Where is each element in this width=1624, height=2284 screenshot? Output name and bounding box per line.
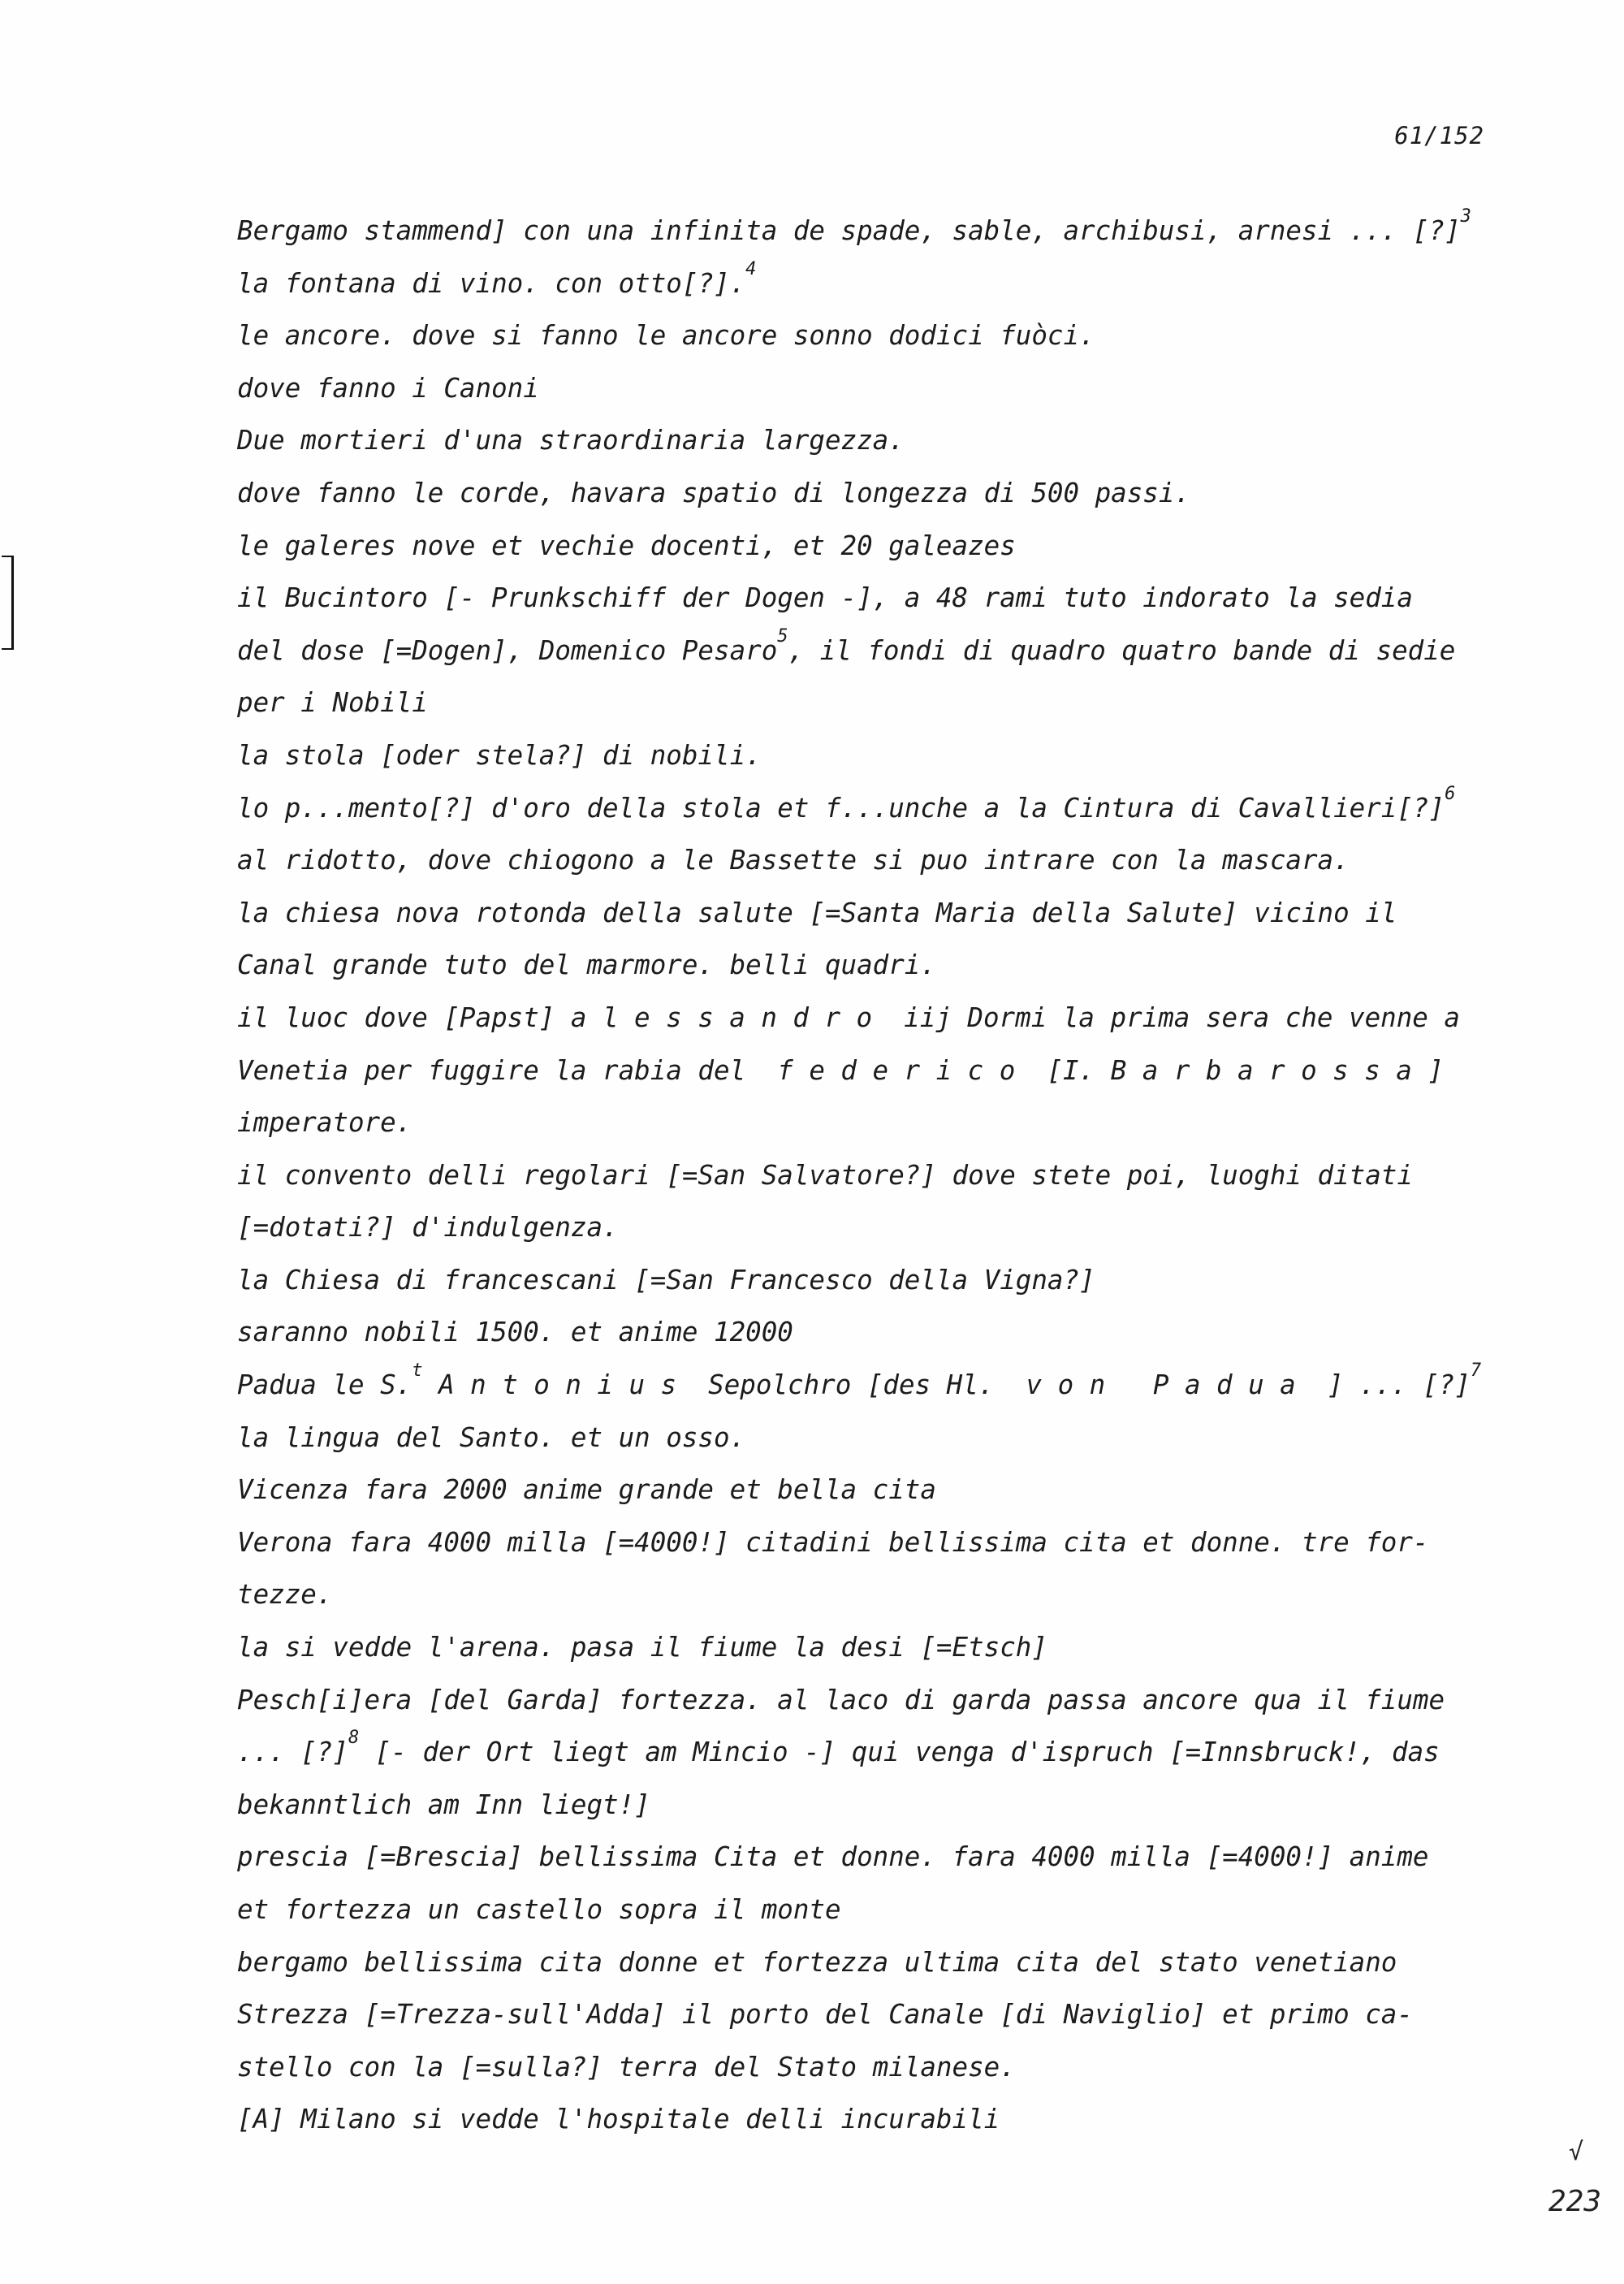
text-line bbox=[237, 1149, 1536, 1202]
line-text: bergamo bellissima cita donne et fortezza ultima cita del stato venetiano bbox=[237, 1946, 1397, 1978]
line-text: saranno nobili 1500. et anime 12000 bbox=[237, 1317, 793, 1348]
line-text: Vicenza fara 2000 anime grande et bella cita bbox=[237, 1474, 936, 1506]
line-text: ] ... [?] bbox=[1327, 1369, 1471, 1401]
page-number: 61/152 bbox=[1394, 122, 1484, 149]
text-line bbox=[237, 1936, 1536, 1989]
line-text: Due mortieri d'una straordinaria largezza. bbox=[237, 425, 905, 456]
footnote-marker: 7 bbox=[1470, 1360, 1482, 1382]
footnote-marker: 5 bbox=[777, 625, 788, 647]
footnote-marker: 3 bbox=[1460, 206, 1471, 227]
text-line bbox=[237, 1045, 1536, 1097]
line-text: Bergamo stammend] con una infinita de spade, sable, archibusi, arnesi ... [?] bbox=[237, 215, 1461, 246]
line-text: Venetia per fuggire la rabia del bbox=[237, 1054, 762, 1086]
spaced-name: Padua bbox=[1152, 1369, 1312, 1401]
line-text: la si vedde l'arena. pasa il fiume la desi [=Etsch] bbox=[237, 1632, 1047, 1663]
spaced-name: federico bbox=[777, 1054, 1031, 1086]
spaced-name: von bbox=[1026, 1369, 1121, 1401]
line-text: stello con la [=sulla?] terra del Stato milanese. bbox=[237, 2051, 1016, 2083]
line-text: [- der Ort liegt am Mincio -] qui venga d'ispruch [=Innsbruck!, das bbox=[359, 1737, 1440, 1768]
text-line bbox=[237, 1674, 1536, 1727]
text-line bbox=[237, 2093, 1536, 2146]
text-line bbox=[237, 729, 1536, 782]
spaced-name: Barbarossa bbox=[1110, 1054, 1428, 1086]
text-line bbox=[237, 939, 1536, 992]
line-text: al ridotto, dove chiogono a le Bassette si puo intrare con la mascara. bbox=[237, 845, 1350, 876]
text-line bbox=[237, 309, 1536, 362]
spacing bbox=[1137, 1369, 1153, 1400]
line-text: lo p...mento[?] d'oro della stola et f...unche a la Cintura di Cavallieri[?] bbox=[237, 792, 1445, 824]
line-text: la lingua del Santo. et un osso. bbox=[237, 1421, 746, 1453]
text-line bbox=[237, 1988, 1536, 2041]
text-line bbox=[237, 2041, 1536, 2094]
line-text: tezze. bbox=[237, 1579, 333, 1611]
line-text: prescia [=Brescia] bellissima Cita et donne. fara 4000 milla [=4000!] anime bbox=[237, 1841, 1429, 1873]
line-text: [I. bbox=[1030, 1054, 1095, 1086]
line-text: bekanntlich am Inn liegt!] bbox=[237, 1789, 650, 1820]
text-line bbox=[237, 1254, 1536, 1307]
text-line bbox=[237, 1412, 1536, 1464]
line-text: per i Nobili bbox=[237, 687, 428, 719]
line-text: Verona fara 4000 milla [=4000!] citadini bellissima cita et donne. tre for- bbox=[237, 1526, 1429, 1558]
text-line bbox=[237, 205, 1536, 257]
text-line bbox=[237, 520, 1536, 573]
text-line bbox=[237, 1726, 1536, 1779]
line-text: Pesch[i]era [del Garda] fortezza. al laco di garda passa ancore qua il fiume bbox=[237, 1684, 1445, 1715]
line-text: Padua le S. bbox=[237, 1369, 412, 1401]
spacing bbox=[1095, 1055, 1111, 1086]
line-text: et fortezza un castello sopra il monte bbox=[237, 1894, 841, 1925]
text-line bbox=[237, 1097, 1536, 1149]
line-text: del dose [=Dogen], Domenico Pesaro bbox=[237, 634, 778, 666]
spacing bbox=[555, 1002, 571, 1033]
footnote-marker: 8 bbox=[348, 1728, 360, 1749]
text-line bbox=[237, 414, 1536, 467]
line-text: la chiesa nova rotonda della salute [=Santa Maria della Salute] vicino il bbox=[237, 897, 1397, 928]
handwritten-folio-number: 223 bbox=[1548, 2185, 1601, 2218]
footnote-marker: 4 bbox=[745, 258, 757, 279]
line-text: Canal grande tuto del marmore. belli quadri. bbox=[237, 950, 936, 981]
text-line bbox=[237, 1306, 1536, 1359]
line-text: [=dotati?] d'indulgenza. bbox=[237, 1212, 619, 1244]
line-text: Strezza [=Trezza-sull'Adda] il porto del Canale [di Naviglio] et primo ca- bbox=[237, 1999, 1413, 2031]
line-text: ... [?] bbox=[237, 1737, 348, 1768]
text-line bbox=[237, 887, 1536, 940]
text-line bbox=[237, 467, 1536, 520]
text-line bbox=[237, 677, 1536, 729]
spacing bbox=[1010, 1369, 1026, 1400]
spacing bbox=[422, 1369, 438, 1400]
text-line bbox=[237, 782, 1536, 835]
line-text: le ancore. dove si fanno le ancore sonno dodici fuòci. bbox=[237, 320, 1095, 352]
text-line bbox=[237, 1568, 1536, 1621]
line-text: iij Dormi la prima sera che venne a bbox=[888, 1001, 1460, 1033]
line-text: , il fondi di quadro quatro bande di sedie bbox=[788, 634, 1456, 666]
line-text: [A] Milano si vedde l'hospitale delli incurabili bbox=[237, 2104, 1000, 2135]
line-text: imperatore. bbox=[237, 1107, 412, 1139]
margin-bracket-mark bbox=[2, 556, 14, 650]
text-line bbox=[237, 1831, 1536, 1884]
text-line bbox=[237, 362, 1536, 415]
line-text: Sepolchro [des Hl. bbox=[692, 1369, 1010, 1401]
text-line bbox=[237, 1201, 1536, 1254]
line-text: la Chiesa di francescani [=San Francesco della Vigna?] bbox=[237, 1264, 1095, 1296]
line-text bbox=[1121, 1369, 1138, 1400]
text-line bbox=[237, 1779, 1536, 1832]
text-line bbox=[237, 1516, 1536, 1569]
line-text: il luoc dove [Papst] bbox=[237, 1001, 555, 1033]
line-text: ] bbox=[1427, 1054, 1444, 1086]
line-text: la fontana di vino. con otto[?]. bbox=[237, 267, 746, 299]
text-line bbox=[237, 834, 1536, 887]
line-text: la stola [oder stela?] di nobili. bbox=[237, 739, 762, 771]
line-text: il convento delli regolari [=San Salvatore?] dove stete poi, luoghi ditati bbox=[237, 1159, 1413, 1191]
line-text bbox=[1311, 1369, 1328, 1400]
line-text: le galeres nove et vechie docenti, et 20 galeazes bbox=[237, 530, 1016, 561]
text-line bbox=[237, 1621, 1536, 1674]
transcription-body bbox=[237, 205, 1536, 2146]
spacing bbox=[762, 1055, 778, 1086]
text-line bbox=[237, 625, 1536, 677]
text-line bbox=[237, 1359, 1536, 1412]
text-line bbox=[237, 1884, 1536, 1936]
spaced-name: alessandro bbox=[570, 1001, 888, 1033]
text-line bbox=[237, 257, 1536, 310]
footnote-marker: 6 bbox=[1445, 783, 1456, 804]
line-text: dove fanno i Canoni bbox=[237, 372, 539, 404]
check-mark-icon: √ bbox=[1568, 2138, 1583, 2166]
text-line bbox=[237, 572, 1536, 625]
text-line bbox=[237, 1464, 1536, 1516]
spaced-name: Antonius bbox=[438, 1369, 693, 1401]
line-text: dove fanno le corde, havara spatio di longezza di 500 passi. bbox=[237, 477, 1190, 508]
footnote-marker: t bbox=[412, 1360, 423, 1382]
text-line bbox=[237, 992, 1536, 1045]
line-text: il Bucintoro [- Prunkschiff der Dogen -], a 48 rami tuto indorato la sedia bbox=[237, 582, 1413, 614]
